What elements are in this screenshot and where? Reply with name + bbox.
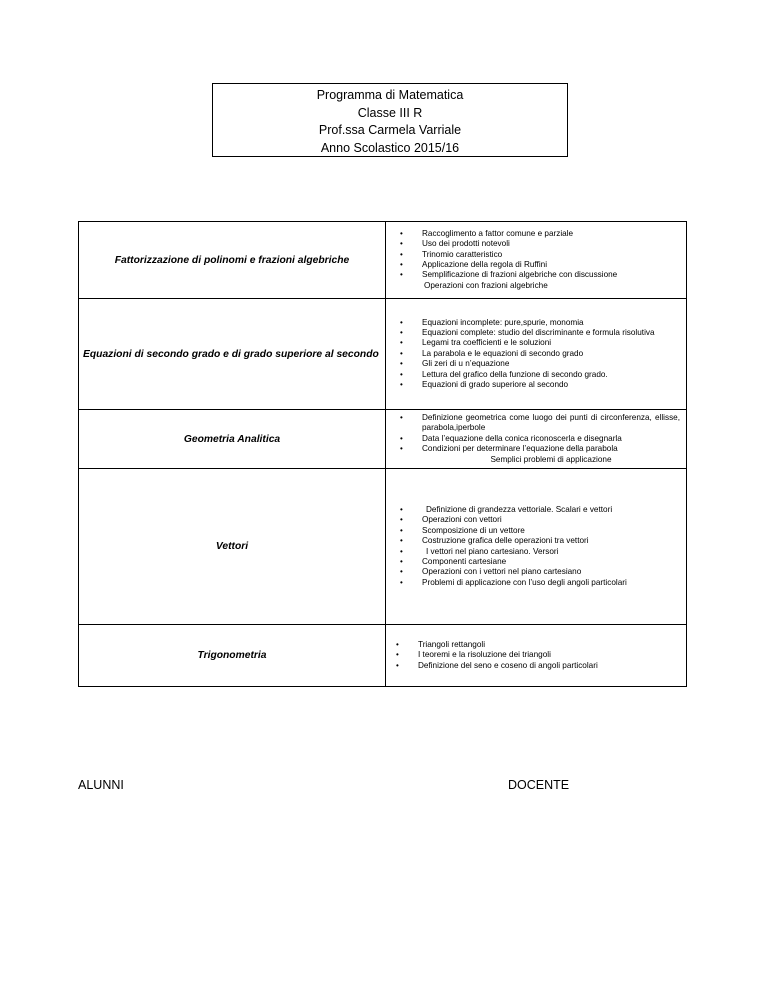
list-item: • Equazioni di grado superiore al secondo <box>410 380 680 390</box>
content-cell <box>386 469 687 625</box>
table-row <box>79 625 687 687</box>
list-item: • Equazioni incomplete: pure,spurie, monomia <box>410 318 680 328</box>
content-list <box>386 637 686 674</box>
list-item: • Componenti cartesiane <box>410 557 658 567</box>
teacher-signature-label: DOCENTE <box>508 778 570 792</box>
list-item: • Operazioni con i vettori nel piano cartesiano <box>410 567 658 577</box>
list-item: • Gli zeri di u n’equazione <box>410 359 680 369</box>
list-item: • Uso dei prodotti notevoli <box>410 239 680 249</box>
content-list <box>386 226 686 294</box>
header-title: Programma di Matematica <box>316 88 464 102</box>
table-row <box>79 222 687 299</box>
content-cell <box>386 299 687 410</box>
topic-cell: Trigonometria <box>79 625 386 687</box>
document-header <box>212 83 568 157</box>
table-row <box>79 410 687 469</box>
list-item: Semplici problemi di applicazione <box>490 454 612 464</box>
table-row <box>79 469 687 625</box>
list-item: • Operazioni con vettori <box>410 515 658 525</box>
program-table <box>78 221 687 687</box>
list-item: • Applicazione della regola di Ruffini <box>410 260 680 270</box>
header-teacher: Prof.ssa Carmela Varriale <box>318 123 462 137</box>
topic-cell: Vettori <box>79 469 386 625</box>
list-item: • Definizione di grandezza vettoriale. Scalari e vettori <box>410 505 658 515</box>
content-cell <box>386 222 687 299</box>
topic-cell: Equazioni di secondo grado e di grado superiore al secondo <box>79 299 386 410</box>
list-item: • La parabola e le equazioni di secondo grado <box>410 349 680 359</box>
topic-cell: Geometria Analitica <box>79 410 386 469</box>
list-item: Operazioni con frazioni algebriche <box>424 280 548 290</box>
list-item: • Lettura del grafico della funzione di secondo grado. <box>410 370 680 380</box>
list-item: • Equazioni complete: studio del discriminante e formula risolutiva <box>410 328 680 338</box>
list-item: • I teoremi e la risoluzione dei triangoli <box>406 650 680 660</box>
list-item: • Problemi di applicazione con l’uso degli angoli particolari <box>410 578 658 588</box>
list-item: • Legami tra coefficienti e le soluzioni <box>410 338 680 348</box>
content-list <box>386 502 686 591</box>
list-item: • Raccoglimento a fattor comune e parziale <box>410 229 680 239</box>
content-cell <box>386 410 687 469</box>
topic-cell: Fattorizzazione di polinomi e frazioni algebriche <box>79 222 386 299</box>
list-item: • Data l’equazione della conica riconoscerla e disegnarla <box>410 434 680 444</box>
list-item: • Definizione geometrica come luogo dei punti di circonferenza, ellisse, parabola,iperbole <box>410 413 680 434</box>
header-class: Classe III R <box>357 105 423 120</box>
list-item: • Triangoli rettangoli <box>406 640 680 650</box>
content-cell <box>386 625 687 687</box>
content-list <box>386 315 686 394</box>
header-school-year: Anno Scolastico 2015/16 <box>320 140 460 155</box>
content-list <box>386 410 686 468</box>
list-item: • I vettori nel piano cartesiano. Versori <box>410 547 658 557</box>
list-item: • Scomposizione di un vettore <box>410 526 658 536</box>
list-item: • Condizioni per determinare l’equazione della parabola <box>410 444 680 454</box>
list-item: • Costruzione grafica delle operazioni tra vettori <box>410 536 658 546</box>
list-item: • Definizione del seno e coseno di angoli particolari <box>406 661 680 671</box>
list-item: • Semplificazione di frazioni algebriche con discussione <box>410 270 680 280</box>
list-item: • Trinomio caratteristico <box>410 250 680 260</box>
table-row <box>79 299 687 410</box>
students-signature-label: ALUNNI <box>78 778 124 792</box>
